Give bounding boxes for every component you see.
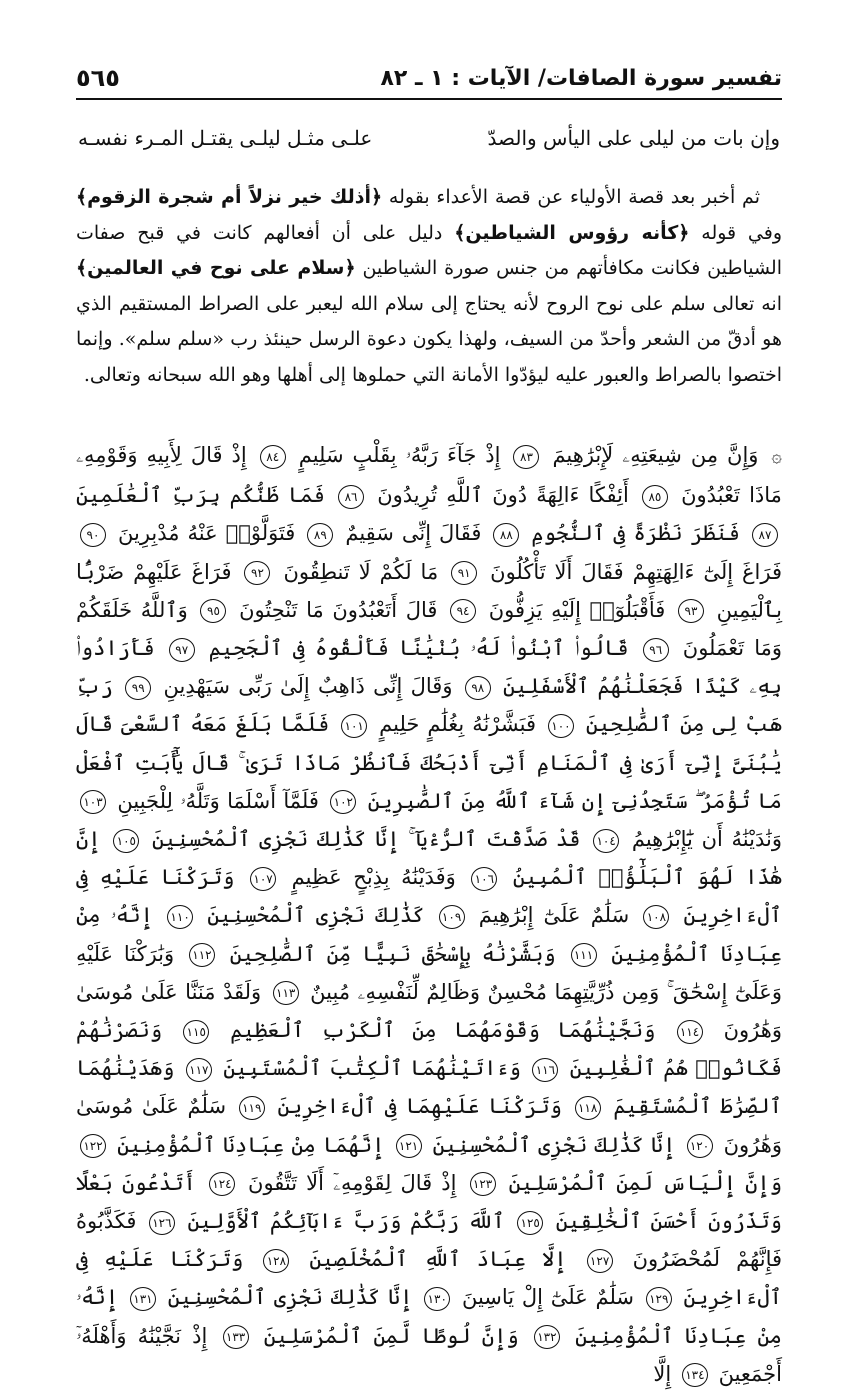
ayah-number-marker: ١١٥: [183, 1020, 209, 1044]
ayah-text: وَنَجَّيْنَٰهُمَا وَقَوْمَهُمَا مِنَ ٱلْكَرْبِ ٱلْعَظِيمِ: [230, 1018, 656, 1043]
ayah-number-marker: ٨٨: [493, 523, 519, 547]
poem-hemistich-first: علـى مثـل ليلـى يقتـل المـرء نفسـه: [78, 126, 373, 150]
ayah-text: فَنَظَرَ نَظْرَةً فِى ٱلنُّجُومِ: [531, 521, 740, 546]
ayah-number-marker: ١٠٣: [80, 790, 106, 814]
ayah-text: فَكَذَّبُوهُ فَإِنَّهُمْ لَمُحْضَرُونَ: [76, 1209, 783, 1272]
ayah-number-marker: ٩٢: [244, 561, 270, 585]
ayah-number-marker: ١٢٣: [470, 1172, 496, 1196]
ayah-number-marker: ٨٤: [260, 445, 286, 469]
ayah-number-marker: ١٣٢: [534, 1325, 560, 1349]
ayah-text: قَالُوا۟ ٱبْنُوا۟ لَهُۥ بُنْيَٰنًا فَأَلْقُوهُ فِى ٱلْجَحِيمِ: [208, 636, 629, 661]
ayah-number-marker: ١٢٩: [646, 1287, 672, 1311]
ayah-number-marker: ٩٧: [169, 638, 195, 662]
ayah-text: إِنَّ هَٰذَا لَهُوَ ٱلْبَلَٰٓؤُا۟ ٱلْمُبِينُ: [76, 827, 782, 890]
quran-quote: ﴿أذلك خير نزلاً أم شجرة الزقوم﴾: [76, 186, 383, 208]
ayah-text: إِنَّا كَذَٰلِكَ نَجْزِى ٱلْمُحْسِنِينَ: [167, 1285, 413, 1310]
ayah-text: وَنَٰدَيْنَٰهُ أَن يَٰٓإِبْرَٰهِيمُ: [631, 827, 782, 852]
ayah-number-marker: ٩٨: [465, 676, 491, 700]
page-number: ٥٦٥: [76, 64, 120, 92]
quran-quote: ﴿سلام على نوح في العالمين﴾: [76, 257, 356, 279]
commentary-segment: ثم أخبر بعد قصة الأولياء عن قصة الأعداء بقوله: [382, 186, 760, 208]
ayah-text: ٱللَّهَ رَبَّكُمْ وَرَبَّ ءَابَآئِكُمُ ٱلْأَوَّلِينَ: [187, 1209, 505, 1234]
ayah-text: وَنَصَرْنَٰهُمْ فَكَانُوا۟ هُمُ ٱلْغَٰلِبِينَ: [76, 1018, 782, 1081]
ayah-text: إِذْ قَالَ لِقَوْمِهِۦٓ أَلَا تَتَّقُونَ: [248, 1170, 457, 1195]
ayah-text: أَئِفْكًا ءَالِهَةً دُونَ ٱللَّهِ تُرِيدُونَ: [377, 483, 629, 508]
ayah-text: إِنَّهُۥ مِنْ عِبَادِنَا ٱلْمُؤْمِنِينَ: [76, 1285, 782, 1348]
ayah-number-marker: ١٣٤: [682, 1363, 708, 1387]
ayah-text: قَالَ أَتَعْبُدُونَ مَا تَنْحِتُونَ: [239, 597, 438, 622]
ayah-text: وَهَدَيْنَٰهُمَا ٱلصِّرَٰطَ ٱلْمُسْتَقِيمَ: [76, 1056, 782, 1119]
ayah-number-marker: ١١٣: [273, 981, 299, 1005]
ayah-number-marker: ١٣١: [130, 1287, 156, 1311]
ayah-text: وَقَالَ إِنِّى ذَاهِبٌ إِلَىٰ رَبِّى سَيَهْدِينِ: [163, 674, 453, 699]
ayah-number-marker: ٩٣: [678, 599, 704, 623]
ayah-number-marker: ٩٤: [450, 599, 476, 623]
ayah-number-marker: ١٢٧: [587, 1249, 613, 1273]
ayah-text: إِنَّهُمَا مِنْ عِبَادِنَا ٱلْمُؤْمِنِينَ: [117, 1132, 385, 1157]
ayah-number-marker: ١٠٦: [471, 867, 497, 891]
ayah-number-marker: ١١٨: [575, 1096, 601, 1120]
ayah-number-marker: ٨٦: [338, 485, 364, 509]
ayah-text: فَلَمَّآ أَسْلَمَا وَتَلَّهُۥ لِلْجَبِينِ: [117, 788, 319, 813]
ayah-text: فَلَمَّا بَلَغَ مَعَهُ ٱلسَّعْىَ قَالَ يَٰبُنَىَّ إِنِّىٓ أَرَىٰ فِى ٱلْمَنَامِ أَنِّىٓ أَذْبَحُكَ فَٱنظُرْ مَاذَا تَرَىٰ ۚ قَالَ يَٰٓأَبَتِ ٱفْعَلْ مَا تُؤْمَرُ ۖ سَتَجِدُنِىٓ إِن شَآءَ ٱللَّهُ مِنَ ٱلصَّٰبِرِينَ: [76, 712, 782, 813]
ayah-text: إِذْ قَالَ لِأَبِيهِ وَقَوْمِهِۦ مَاذَا تَعْبُدُونَ: [76, 443, 782, 508]
ayah-text: فَأَقْبَلُوٓا۟ إِلَيْهِ يَزِفُّونَ: [488, 597, 666, 622]
ayah-number-marker: ٩٦: [643, 638, 669, 662]
ayah-text: فَرَاغَ إِلَىٰٓ ءَالِهَتِهِمْ فَقَالَ أَلَا تَأْكُلُونَ: [490, 559, 783, 584]
ayah-text: إِنَّا كَذَٰلِكَ نَجْزِى ٱلْمُحْسِنِينَ: [432, 1132, 676, 1157]
ayah-number-marker: ١١٢: [189, 943, 215, 967]
ayah-text: وَٱللَّهُ خَلَقَكُمْ وَمَا تَعْمَلُونَ: [76, 597, 782, 661]
ayah-text: سَلَٰمٌ عَلَىٰٓ إِلْ يَاسِينَ: [461, 1285, 635, 1310]
ayah-number-marker: ١١٧: [186, 1058, 212, 1082]
commentary-paragraph: [76, 180, 782, 393]
ayah-text: كَذَٰلِكَ نَجْزِى ٱلْمُحْسِنِينَ: [207, 903, 425, 928]
ayah-text: إِذْ نَجَّيْنَٰهُ وَأَهْلَهُۥٓ أَجْمَعِينَ: [76, 1323, 782, 1386]
ayah-number-marker: ٩١: [451, 561, 477, 585]
ayah-text: إِلَّا عِبَادَ ٱللَّهِ ٱلْمُخْلَصِينَ: [309, 1247, 567, 1272]
commentary-segment: وفي قوله: [689, 221, 783, 244]
page-header: [76, 64, 782, 100]
ayah-text: فَقَالَ إِنِّى سَقِيمٌ: [345, 521, 482, 546]
ayah-text: وَتَرَكْنَا عَلَيْهِ فِى ٱلْءَاخِرِينَ: [76, 1247, 782, 1310]
quran-text-block: [76, 436, 782, 1393]
ayah-number-marker: ١١٠: [167, 905, 193, 929]
ayah-text-continued: إِلَّا: [653, 1361, 672, 1386]
rub-el-hizb-icon: ۞: [771, 446, 782, 467]
ayah-text: فَأَرَادُوا۟ بِهِۦ كَيْدًا فَجَعَلْنَٰهُمُ ٱلْأَسْفَلِينَ: [76, 636, 782, 699]
page-title: تفسير سورة الصافات/ الآيات : ١ ـ ٨٢: [380, 66, 782, 91]
ayah-number-marker: ١١٤: [677, 1020, 703, 1044]
ayah-number-marker: ١٠٤: [593, 829, 619, 853]
ayah-text: فَتَوَلَّوْا۟ عَنْهُ مُدْبِرِينَ: [118, 521, 296, 546]
ayah-number-marker: ٨٥: [642, 485, 668, 509]
ayah-text: قَدْ صَدَّقْتَ ٱلرُّءْيَآ ۚ إِنَّا كَذَٰلِكَ نَجْزِى ٱلْمُحْسِنِينَ: [151, 827, 581, 852]
ayah-number-marker: ١٢٥: [517, 1211, 543, 1235]
ayah-number-marker: ٩٠: [80, 523, 106, 547]
ayah-number-marker: ١٠٩: [439, 905, 465, 929]
ayah-text: وَإِنَّ مِن شِيعَتِهِۦ لَإِبْرَٰهِيمَ: [552, 443, 759, 467]
ayah-number-marker: ١٢٠: [687, 1134, 713, 1158]
ayah-text: فَبَشَّرْنَٰهُ بِغُلَٰمٍ حَلِيمٍ: [379, 712, 536, 737]
ayah-text: أَتَدْعُونَ بَعْلًا وَتَذَرُونَ أَحْسَنَ ٱلْخَٰلِقِينَ: [76, 1170, 782, 1234]
ayah-text: رَبِّ هَبْ لِى مِنَ ٱلصَّٰلِحِينَ: [76, 674, 782, 737]
ayah-text: وَءَاتَيْنَٰهُمَا ٱلْكِتَٰبَ ٱلْمُسْتَبِينَ: [223, 1056, 521, 1081]
ayah-number-marker: ٩٩: [125, 676, 151, 700]
commentary-segment: انه تعالى سلم على نوح الروح لأنه يحتاج إلى سلام الله ليعبر على الصراط المستقيم الذي هو أدقّ من الشعر وأحدّ من السيف، ولهذا يكون دعوة الرسل حينئذ رب «سلم سلم». وإنما اختصوا بالصراط والعبور عليه ليؤدّوا الأمانة التي حملوها إلى أهلها وهو الله سبحانه وتعالى.: [76, 292, 782, 386]
ayah-number-marker: ١١٦: [532, 1058, 558, 1082]
ayah-number-marker: ١٠٠: [548, 714, 574, 738]
poem-hemistich-second: وإن بات من ليلى على اليأس والصدّ: [487, 126, 780, 150]
ayah-number-marker: ٨٧: [752, 523, 778, 547]
commentary-text: [76, 180, 782, 393]
ayah-number-marker: ١٢٨: [263, 1249, 289, 1273]
ayah-text: وَبَٰرَكْنَا عَلَيْهِ وَعَلَىٰٓ إِسْحَٰقَ ۚ وَمِن ذُرِّيَّتِهِمَا مُحْسِنٌ وَظَالِمٌ لِّنَفْسِهِۦ مُبِينٌ: [76, 941, 782, 1004]
ayah-number-marker: ١٣٠: [424, 1287, 450, 1311]
ayah-text: فَرَاغَ عَلَيْهِمْ ضَرْبًۢا بِٱلْيَمِينِ: [76, 559, 782, 622]
ayah-number-marker: ١٠٢: [330, 790, 356, 814]
ayah-number-marker: ١٢٦: [149, 1211, 175, 1235]
ayah-text: وَتَرَكْنَا عَلَيْهِمَا فِى ٱلْءَاخِرِينَ: [277, 1094, 562, 1119]
ayah-number-marker: ٨٩: [307, 523, 333, 547]
quran-quote: ﴿كأنه رؤوس الشياطين﴾: [454, 221, 690, 244]
ayah-text: مَا لَكُمْ لَا تَنطِقُونَ: [283, 559, 439, 584]
ayah-text: إِنَّهُۥ مِنْ عِبَادِنَا ٱلْمُؤْمِنِينَ: [76, 903, 782, 966]
ayah-number-marker: ١١٩: [239, 1096, 265, 1120]
ayah-number-marker: ١٢٢: [80, 1134, 106, 1158]
ayah-text: إِذْ جَآءَ رَبَّهُۥ بِقَلْبٍ سَلِيمٍ: [298, 443, 501, 467]
ayah-number-marker: ١٢٤: [209, 1172, 235, 1196]
ayah-number-marker: ١١١: [571, 943, 597, 967]
ayah-text: وَإِنَّ إِلْيَاسَ لَمِنَ ٱلْمُرْسَلِينَ: [508, 1170, 782, 1195]
ayah-text: وَتَرَكْنَا عَلَيْهِ فِى ٱلْءَاخِرِينَ: [76, 865, 782, 928]
ayah-text: وَلَقَدْ مَنَنَّا عَلَىٰ مُوسَىٰ وَهَٰرُونَ: [76, 979, 782, 1043]
ayah-text: فَمَا ظَنُّكُم بِرَبِّ ٱلْعَٰلَمِينَ: [76, 483, 325, 508]
ayah-text: وَفَدَيْنَٰهُ بِذِبْحٍ عَظِيمٍ: [291, 865, 456, 890]
ayah-number-marker: ١٠١: [341, 714, 367, 738]
ayah-number-marker: ١٣٣: [223, 1325, 249, 1349]
ayah-number-marker: ١٠٥: [113, 829, 139, 853]
ayah-text: سَلَٰمٌ عَلَىٰٓ إِبْرَٰهِيمَ: [478, 903, 630, 928]
ayah-number-marker: ٩٥: [200, 599, 226, 623]
commentary-segment: دليل على أن أفعالهم كانت في قبح صفات الشياطين فكانت مكافأتهم من جنس صورة الشياطين: [76, 221, 782, 279]
ayah-number-marker: ١٢١: [396, 1134, 422, 1158]
ayah-number-marker: ١٠٧: [250, 867, 276, 891]
ayah-text: وَبَشَّرْنَٰهُ بِإِسْحَٰقَ نَبِيًّا مِّنَ ٱلصَّٰلِحِينَ: [229, 941, 556, 966]
ayah-text: سَلَٰمٌ عَلَىٰ مُوسَىٰ وَهَٰرُونَ: [76, 1094, 782, 1157]
ayah-number-marker: ٨٣: [513, 445, 539, 469]
ayah-text: وَإِنَّ لُوطًا لَّمِنَ ٱلْمُرْسَلِينَ: [263, 1323, 519, 1348]
ayah-number-marker: ١٠٨: [643, 905, 669, 929]
